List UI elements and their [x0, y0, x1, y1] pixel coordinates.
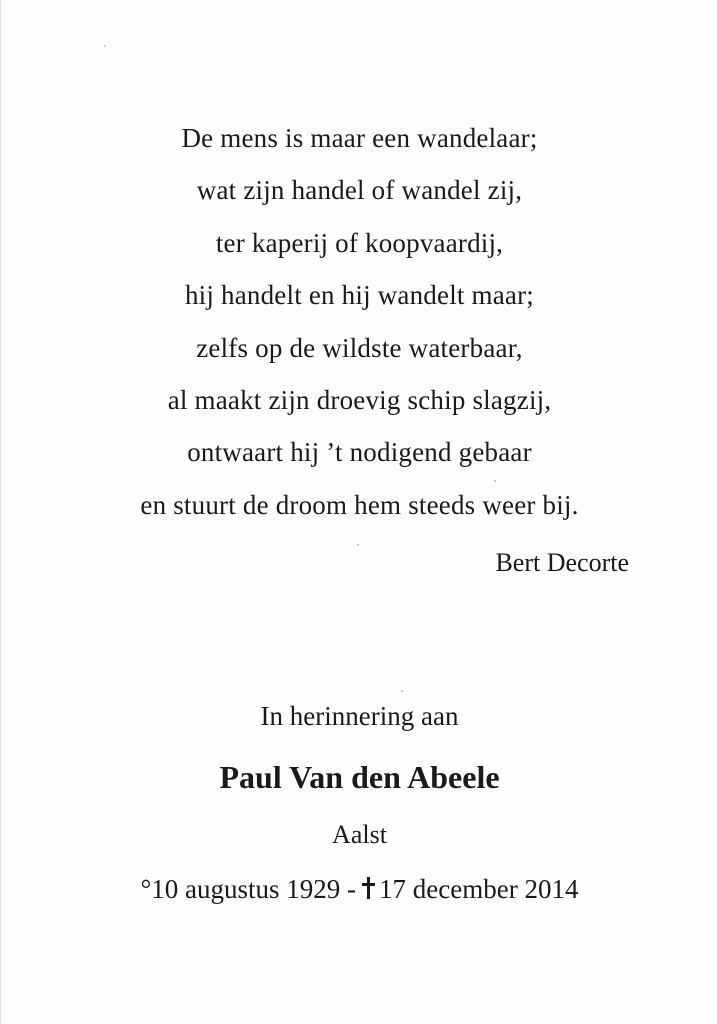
scan-speck	[357, 544, 359, 546]
poem-line: en stuurt de droom hem steeds weer bij.	[140, 489, 579, 520]
poem-line: wat zijn handel of wandel zij,	[196, 175, 523, 206]
memorial-block	[1, 696, 717, 909]
poem-line: zelfs op de wildste waterbaar,	[196, 332, 523, 363]
poem	[1, 112, 717, 531]
poem-author: Bert Decorte	[495, 548, 629, 577]
cross-icon	[362, 877, 375, 899]
scan-speck	[494, 480, 496, 482]
life-dates	[1, 869, 717, 909]
poem-line: hij handelt en hij wandelt maar;	[184, 280, 535, 311]
poem-line: ter kaperij of koopvaardij,	[215, 227, 504, 258]
poem-line: ontwaart hij ’t nodigend gebaar	[187, 437, 532, 468]
birth-date: °10 augustus 1929 -	[140, 874, 357, 904]
scan-speck	[401, 690, 403, 692]
scan-speck	[104, 45, 106, 47]
memorial-intro: In herinnering aan	[260, 701, 459, 731]
deceased-name: Paul Van den Abeele	[219, 759, 500, 795]
death-date: 17 december 2014	[379, 874, 579, 904]
deceased-place: Aalst	[332, 820, 387, 849]
poem-line: De mens is maar een wandelaar;	[181, 123, 538, 153]
poem-line: al maakt zijn droevig schip slagzij,	[167, 385, 552, 416]
